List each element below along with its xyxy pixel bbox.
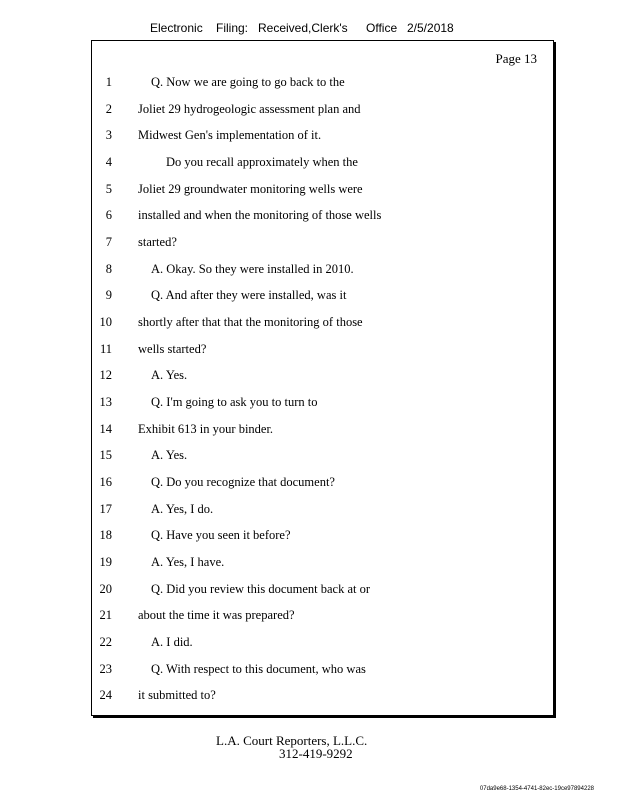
transcript-line <box>92 553 552 571</box>
transcript-line <box>92 366 552 384</box>
transcript-line <box>92 500 552 518</box>
line-text: Exhibit 613 in your binder. <box>138 422 274 436</box>
line-text: Q. Now we are going to go back to the <box>151 75 345 89</box>
transcript-line <box>92 286 552 304</box>
line-number: 22 <box>99 635 112 649</box>
line-text: about the time it was prepared? <box>138 608 295 622</box>
transcript-line <box>92 180 552 198</box>
filing-word-office: Office <box>366 21 398 35</box>
filing-word-electronic: Electronic <box>150 21 203 35</box>
line-number: 5 <box>105 182 112 196</box>
line-text: A. Yes, I have. <box>151 555 225 569</box>
line-text: shortly after that that the monitoring of those <box>138 315 363 329</box>
transcript-line <box>92 153 552 171</box>
transcript-line <box>92 313 552 331</box>
line-text: started? <box>138 235 177 249</box>
filing-word-received-clerks: Received,Clerk's <box>258 21 348 35</box>
transcript-line <box>92 473 552 491</box>
filing-stamp-header <box>0 20 618 36</box>
line-text: A. Okay. So they were installed in 2010. <box>151 262 354 276</box>
line-number: 6 <box>105 208 112 222</box>
line-text: Joliet 29 hydrogeologic assessment plan and <box>138 102 361 116</box>
transcript-line <box>92 73 552 91</box>
line-text: Midwest Gen's implementation of it. <box>138 128 322 142</box>
line-number: 16 <box>99 475 112 489</box>
line-number: 11 <box>99 342 112 356</box>
transcript-line <box>92 206 552 224</box>
line-number: 19 <box>99 555 112 569</box>
line-number: 4 <box>105 155 112 169</box>
line-text: A. Yes, I do. <box>151 502 214 516</box>
transcript-line <box>92 420 552 438</box>
line-number: 12 <box>99 368 112 382</box>
line-number: 1 <box>105 75 112 89</box>
line-text: A. I did. <box>151 635 193 649</box>
transcript-line <box>92 606 552 624</box>
line-number: 18 <box>99 528 112 542</box>
line-text: Q. With respect to this document, who was <box>151 662 366 676</box>
court-reporter-phone: 312-419-9292 <box>279 746 353 761</box>
line-text: Do you recall approximately when the <box>166 155 358 169</box>
line-text: Q. Did you review this document back at or <box>151 582 371 596</box>
line-text: Q. Have you seen it before? <box>151 528 291 542</box>
line-text: wells started? <box>138 342 207 356</box>
transcript-line <box>92 393 552 411</box>
transcript-line <box>92 633 552 651</box>
filing-word-filing: Filing: <box>216 21 249 35</box>
line-number: 24 <box>99 688 112 702</box>
transcript-page <box>91 40 554 716</box>
line-number: 21 <box>99 608 112 622</box>
transcript-line <box>92 340 552 358</box>
line-number: 17 <box>99 502 112 516</box>
transcript-line <box>92 686 552 704</box>
transcript-line <box>92 100 552 118</box>
filing-date: 2/5/2018 <box>407 21 454 35</box>
document-id: 07da9e68-1354-4741-82ec-19ce97894228 <box>479 786 594 792</box>
line-number: 20 <box>99 582 112 596</box>
line-number: 3 <box>105 128 112 142</box>
line-number: 23 <box>99 662 112 676</box>
line-text: Q. And after they were installed, was it <box>151 288 347 302</box>
transcript-line <box>92 233 552 251</box>
line-number: 8 <box>105 262 112 276</box>
transcript-line <box>92 260 552 278</box>
line-text: A. Yes. <box>151 448 188 462</box>
line-text: Q. Do you recognize that document? <box>151 475 335 489</box>
line-text: it submitted to? <box>138 688 216 702</box>
transcript-line <box>92 580 552 598</box>
transcript-line <box>92 126 552 144</box>
line-number: 13 <box>99 395 112 409</box>
transcript-line <box>92 446 552 464</box>
line-number: 7 <box>105 235 112 249</box>
line-number: 2 <box>105 102 112 116</box>
page-number: Page 13 <box>495 51 537 66</box>
line-text: A. Yes. <box>151 368 188 382</box>
line-text: Q. I'm going to ask you to turn to <box>151 395 318 409</box>
line-text: installed and when the monitoring of those wells <box>138 208 382 222</box>
transcript-line <box>92 660 552 678</box>
transcript-line <box>92 526 552 544</box>
line-number: 9 <box>105 288 112 302</box>
line-text: Joliet 29 groundwater monitoring wells were <box>138 182 363 196</box>
line-number: 14 <box>99 422 112 436</box>
line-number: 10 <box>99 315 112 329</box>
court-reporter-name: L.A. Court Reporters, L.L.C. <box>216 733 368 748</box>
line-number: 15 <box>99 448 112 462</box>
